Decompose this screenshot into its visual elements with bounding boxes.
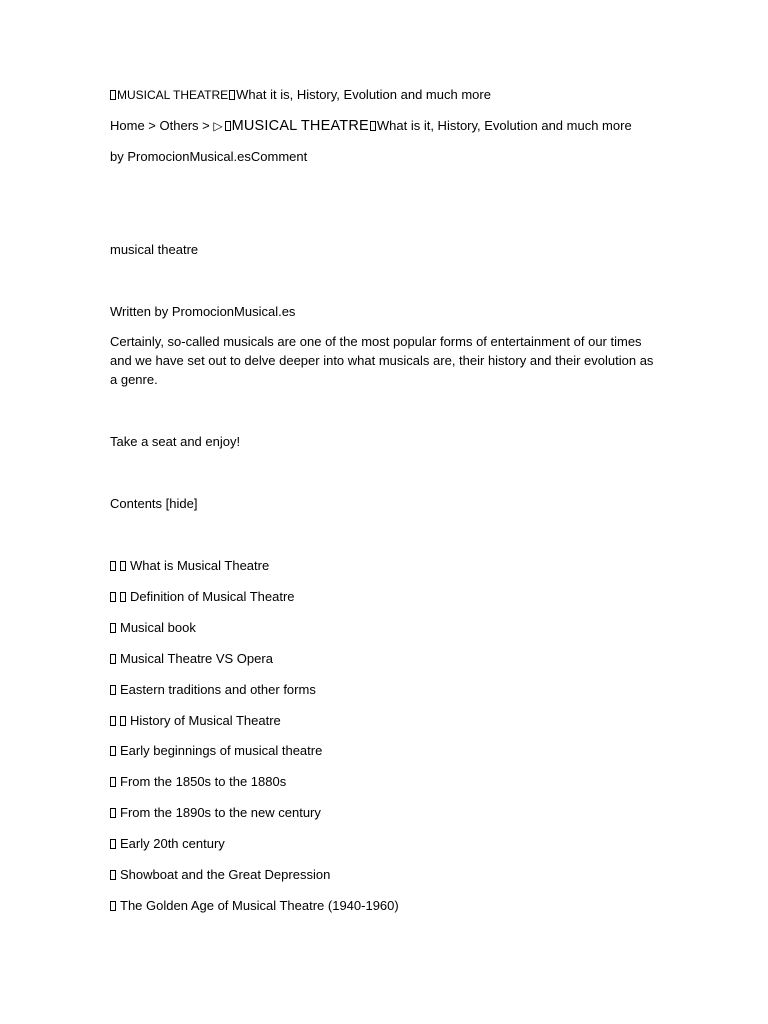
toc-item-label: Early 20th century <box>120 836 225 851</box>
contents-header: Contents [hide] <box>110 496 198 511</box>
missing-glyph-icon <box>120 716 126 726</box>
missing-glyph-icon <box>110 746 116 756</box>
toc-item[interactable] <box>110 896 655 915</box>
breadcrumb-home[interactable]: Home <box>110 118 145 133</box>
toc-item-label: From the 1890s to the new century <box>120 805 321 820</box>
missing-glyph-icon <box>110 654 116 664</box>
toc-item-label: Definition of Musical Theatre <box>130 589 295 604</box>
missing-glyph-icon <box>120 561 126 571</box>
toc-item-label: Musical Theatre VS Opera <box>120 651 273 666</box>
toc-item[interactable] <box>110 649 655 668</box>
missing-glyph-icon <box>110 623 116 633</box>
missing-glyph-icon <box>110 777 116 787</box>
missing-glyph-icon <box>110 561 116 571</box>
missing-glyph-icon <box>229 90 235 100</box>
byline: by PromocionMusical.esComment <box>110 149 308 164</box>
missing-glyph-icon <box>110 685 116 695</box>
toc-item-label: Musical book <box>120 620 196 635</box>
toc-item[interactable] <box>110 556 655 575</box>
toc-item-label: Eastern traditions and other forms <box>120 682 316 697</box>
missing-glyph-icon <box>110 90 116 100</box>
missing-glyph-icon <box>110 839 116 849</box>
breadcrumb-separator: > <box>144 118 160 133</box>
toc-item[interactable] <box>110 618 655 637</box>
toc-item[interactable] <box>110 711 655 730</box>
written-by: Written by PromocionMusical.es <box>110 304 296 319</box>
missing-glyph-icon <box>225 121 231 131</box>
toc-item[interactable] <box>110 587 655 606</box>
title-rest: What it is, History, Evolution and much more <box>236 87 491 102</box>
title-upper: MUSICAL THEATRE <box>117 88 229 102</box>
intro-paragraph: Certainly, so-called musicals are one of the most popular forms of entertainment of our times and we have set out to delve deeper into what musicals are, their history and their evolution as a genre. <box>110 334 654 387</box>
toc-item[interactable] <box>110 680 655 699</box>
toc-item-label: The Golden Age of Musical Theatre (1940-1960) <box>120 898 399 913</box>
take-seat-text: Take a seat and enjoy! <box>110 434 241 449</box>
page-title <box>110 85 655 105</box>
missing-glyph-icon <box>110 901 116 911</box>
missing-glyph-icon <box>370 121 376 131</box>
toc-item[interactable] <box>110 834 655 853</box>
toc-item[interactable] <box>110 865 655 884</box>
missing-glyph-icon <box>110 716 116 726</box>
toc-item-label: Early beginnings of musical theatre <box>120 743 323 758</box>
breadcrumb <box>110 116 655 136</box>
breadcrumb-others[interactable]: Others <box>159 118 199 133</box>
missing-glyph-icon <box>110 870 116 880</box>
toc-item[interactable] <box>110 741 655 760</box>
image-caption: musical theatre <box>110 242 199 257</box>
missing-glyph-icon <box>110 592 116 602</box>
missing-glyph-icon <box>120 592 126 602</box>
toc-item-label: History of Musical Theatre <box>130 713 281 728</box>
toc-item[interactable] <box>110 803 655 822</box>
breadcrumb-current-rest: What is it, History, Evolution and much more <box>376 118 632 133</box>
toc-item-label: What is Musical Theatre <box>130 558 270 573</box>
toc-item[interactable] <box>110 772 655 791</box>
missing-glyph-icon <box>110 808 116 818</box>
breadcrumb-current-upper: MUSICAL THEATRE <box>231 118 369 134</box>
toc-item-label: Showboat and the Great Depression <box>120 867 331 882</box>
play-triangle-icon: ▷ <box>213 119 223 133</box>
breadcrumb-separator: > <box>198 118 214 133</box>
toc-item-label: From the 1850s to the 1880s <box>120 774 287 789</box>
